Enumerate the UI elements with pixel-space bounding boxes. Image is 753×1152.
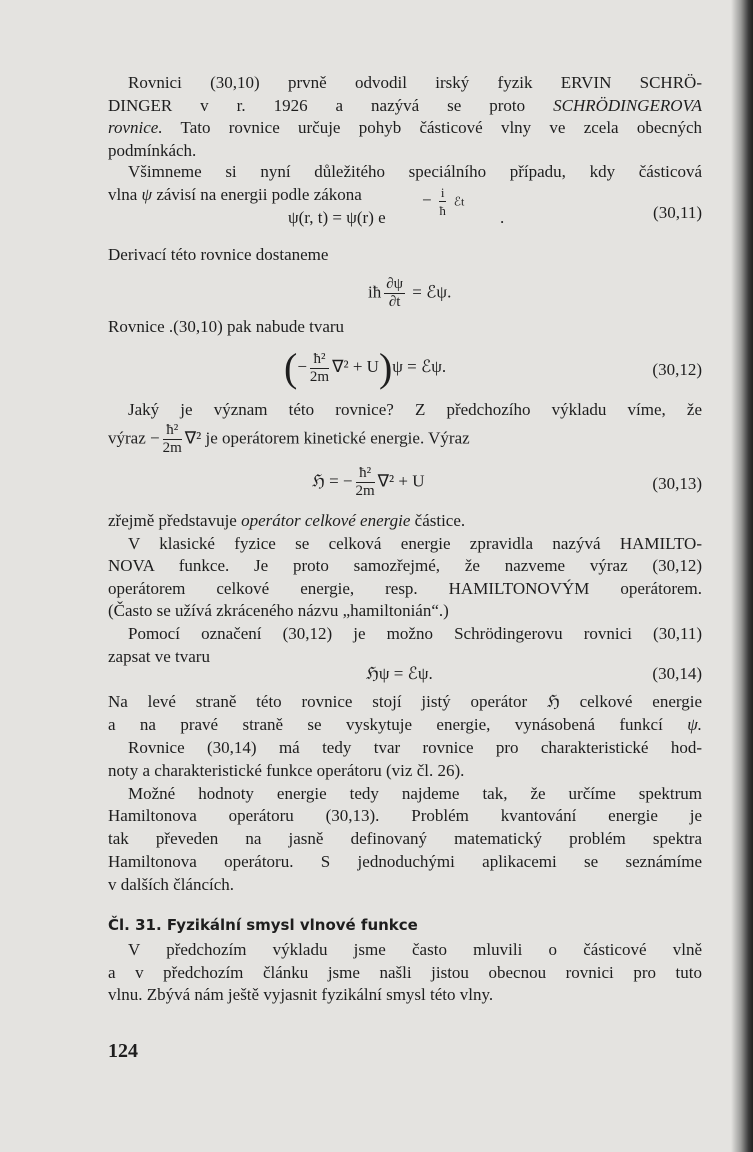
text-line (108, 72, 702, 95)
equation-number: (30,13) (652, 474, 702, 493)
frac-num: ħ² (310, 351, 329, 369)
text-segment: podmínkách. (108, 140, 197, 160)
text-line (108, 510, 702, 533)
paragraph-derivation (108, 244, 702, 267)
text-line (108, 828, 702, 851)
paragraph-special-case (108, 161, 702, 209)
equation-number: (30,11) (653, 203, 702, 222)
text-segment: (Často se užívá zkráceného názvu „hamiltonián“.) (108, 601, 449, 621)
frac-den: ∂t (388, 294, 401, 310)
text-line (108, 714, 702, 737)
text-line (108, 939, 702, 962)
italic-text: SCHRÖDINGEROVA (553, 95, 702, 115)
text-segment: Tato rovnice určuje pohyb částicové vlny ve zcela obecných (162, 118, 702, 138)
left-paren: ( (284, 345, 298, 390)
text-line (108, 578, 702, 601)
text-line (108, 244, 702, 267)
text-segment: a v předchozím článku jsme našli jistou obecnou rovnici pro tuto (108, 962, 702, 982)
italic-text: ψ (141, 184, 153, 204)
exp-num: i (440, 185, 445, 200)
paragraph-hamiltonian (108, 510, 702, 668)
eq-exponent (422, 184, 464, 219)
text-line (108, 805, 702, 828)
eq-rhs: ∇² + U (377, 471, 425, 491)
text-segment: operátorem celkové energie, resp. HAMILTONOVÝM operátorem. (108, 578, 702, 598)
italic-text: ψ. (687, 714, 702, 734)
frac-den: 2m (162, 440, 182, 456)
paragraph-schrodinger-intro (108, 72, 702, 162)
text: ∇² je operátorem kinetické energie. Výraz (184, 428, 470, 448)
text-line (108, 316, 702, 339)
text-line (108, 600, 702, 623)
text-line (108, 783, 702, 806)
text-line (108, 117, 702, 140)
text-segment: Rovnici (30,10) prvně odvodil irský fyzik ERVIN SCHRÖ- (128, 73, 702, 92)
text-segment: V klasické fyzice se celková energie zpravidla nazývá HAMILTO- (128, 533, 702, 553)
text-segment: Rovnice (30,14) má tedy tvar rovnice pro charakteristické hod- (128, 737, 702, 757)
minus: − (150, 428, 160, 448)
eq-pre: iħ (368, 282, 382, 302)
text-line (108, 184, 702, 210)
exp-tail: ℰt (453, 194, 465, 209)
paragraph-equation-form (108, 316, 702, 339)
text-segment: Možné hodnoty energie tedy najdeme tak, že určíme spektrum (128, 783, 702, 803)
italic-text: operátor celkové energie (241, 511, 411, 530)
eq-rhs: = ℰψ. (412, 282, 452, 302)
text-segment: závisí na energii podle zákona (152, 184, 362, 204)
text-segment: Derivací této rovnice dostaneme (108, 245, 329, 264)
text-segment: vlnu. Zbývá nám ještě vyjasnit fyzikální smysl této vlny. (108, 985, 494, 1005)
text-segment: Rovnice .(30,10) pak nabude tvaru (108, 317, 345, 336)
line-vyraz (108, 422, 470, 457)
text-line (108, 533, 702, 556)
exp-sign: − (422, 190, 432, 210)
exp-den: ħ (439, 203, 446, 218)
italic-text: rovnice. (108, 118, 163, 138)
text-segment: tak převeden na jasně definovaný matematický problém spektra (108, 829, 702, 849)
frac-den: 2m (355, 483, 375, 499)
eq-lhs: ℌ = − (312, 471, 353, 491)
text-line (108, 760, 702, 783)
equation-number: (30,12) (652, 360, 702, 379)
eq-dot: . (500, 208, 505, 227)
text-segment: částice. (410, 511, 466, 530)
text-segment: zapsat ve tvaru (108, 646, 210, 666)
text-line (108, 95, 702, 118)
text-segment: zřejmě představuje (108, 511, 242, 530)
text-line (108, 399, 702, 422)
equation-derivative (368, 276, 451, 311)
text-segment: Hamiltonova operátoru (30,13). Problém kvantování energie je (108, 806, 702, 826)
text-line (108, 140, 702, 163)
text-segment: NOVA funkce. Je proto samozřejmé, že nazveme výraz (30,12) (108, 556, 702, 576)
text-line (108, 623, 702, 646)
page-number: 124 (108, 1040, 138, 1062)
eq-lhs: ψ(r, t) = ψ(r) e (288, 208, 386, 227)
section-heading: Čl. 31. Fyzikální smysl vlnové funkce (108, 916, 418, 934)
minus: − (297, 356, 307, 376)
text-line (108, 962, 702, 985)
equation-number: (30,14) (652, 664, 702, 683)
frac-den: 2m (309, 368, 330, 385)
text-segment: noty a charakteristické funkce operátoru (viz čl. 26). (108, 760, 465, 780)
text-line (108, 691, 702, 714)
right-paren: ) (378, 345, 393, 390)
text-segment: Na levé straně této rovnice stojí jistý operátor ℌ celkové energie (108, 692, 702, 711)
text-segment: a na pravé straně se vyskytuje energie, vynásobená funkcí (108, 714, 688, 734)
frac-num: ħ² (356, 465, 375, 483)
frac-num: ∂ψ (386, 276, 404, 292)
text-segment: V předchozím výkladu jsme často mluvili o částicové vlně (128, 940, 702, 959)
text-segment: v dalších článcích. (108, 875, 235, 895)
eq-rhs: ψ = ℰψ. (392, 356, 447, 376)
eq-mid: ∇² + U (332, 356, 379, 376)
text-segment: vlna (108, 184, 142, 204)
text-line (108, 984, 702, 1007)
paragraph-wave-meaning (108, 939, 702, 1007)
frac-num: ħ² (163, 422, 182, 440)
text-segment: DINGER v r. 1926 a nazývá se proto (108, 95, 554, 115)
text-line (108, 851, 702, 874)
text-line (108, 555, 702, 578)
text-line (108, 161, 702, 184)
text-segment: Hamiltonova operátoru. S jednoduchými aplikacemi se seznámíme (108, 852, 702, 872)
text: výraz (108, 428, 146, 448)
text-segment: Jaký je význam této rovnice? Z předchozího výkladu víme, že (128, 400, 702, 419)
text-segment: Všimneme si nyní důležitého speciálního případu, kdy částicová (128, 162, 702, 181)
text-segment: Pomocí označení (30,12) je možno Schrödingerovu rovnici (30,11) (128, 623, 702, 643)
eq-text: ℌψ = ℰψ. (366, 664, 433, 683)
text-line (108, 737, 702, 760)
paragraph-operator (108, 691, 702, 897)
paragraph-meaning (108, 399, 702, 422)
page-edge-shadow (731, 0, 753, 1152)
text-line (108, 874, 702, 897)
